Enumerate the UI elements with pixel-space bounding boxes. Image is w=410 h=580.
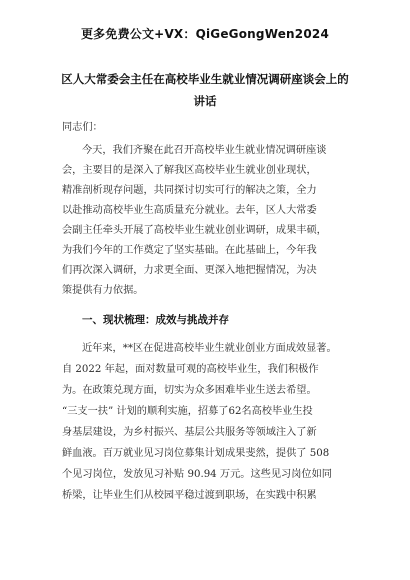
paragraph-line: 策提供有力依据。 [62,285,144,296]
paragraph-line: 为。在政策兑现方面，切实为众多困难毕业生送去希望。 [62,385,317,396]
paragraph-line: 为我们今年的工作奠定了坚实基础。在此基础上，今年我 [62,245,317,256]
paragraph-line: 以赴推动高校毕业生高质量充分就业。去年，区人大常委 [62,205,317,216]
paragraph-line: “三支一扶” 计划的顺利实施，招募了62名高校毕业生投 [62,406,313,417]
paragraph-line: 会，主要目的是深入了解我区高校毕业生就业创业现状， [62,165,317,176]
document-title-line-1: 区人大常委会主任在高校毕业生就业情况调研座谈会上的 [61,72,349,86]
paragraph-line: 近年来，**区在促进高校毕业生就业创业方面成效显著。 [82,343,337,354]
section-heading: 一、现状梳理：成效与挑战并存 [82,314,229,326]
paragraph-line: 今天，我们齐聚在此召开高校毕业生就业情况调研座谈 [82,145,327,156]
paragraph-line: 精准剖析现存问题，共同探讨切实可行的解决之策，全力 [62,185,317,196]
paragraph-line: 自 2022 年起，面对数量可观的高校毕业生，我们积极作 [62,364,319,375]
document-title-line-2: 讲话 [193,94,217,108]
promo-banner: 更多免费公文+VX：QiGeGongWen2024 [80,27,329,41]
paragraph-line: 身基层建设，为乡村振兴、基层公共服务等领域注入了新 [62,427,317,438]
paragraph-line: 桥梁，让毕业生们从校园平稳过渡到职场，在实践中积累 [62,490,317,501]
paragraph-line: 们再次深入调研，力求更全面、更深入地把握情况，为决 [62,265,317,276]
salutation: 同志们： [62,122,103,133]
paragraph-line: 会副主任牵头开展了高校毕业生就业创业调研，成果丰硕， [62,225,327,236]
paragraph-line: 鲜血液。百万就业见习岗位募集计划成果斐然，提供了 508 [62,448,330,459]
paragraph-line: 个见习岗位，发放见习补贴 90.94 万元。这些见习岗位如同 [62,469,332,480]
